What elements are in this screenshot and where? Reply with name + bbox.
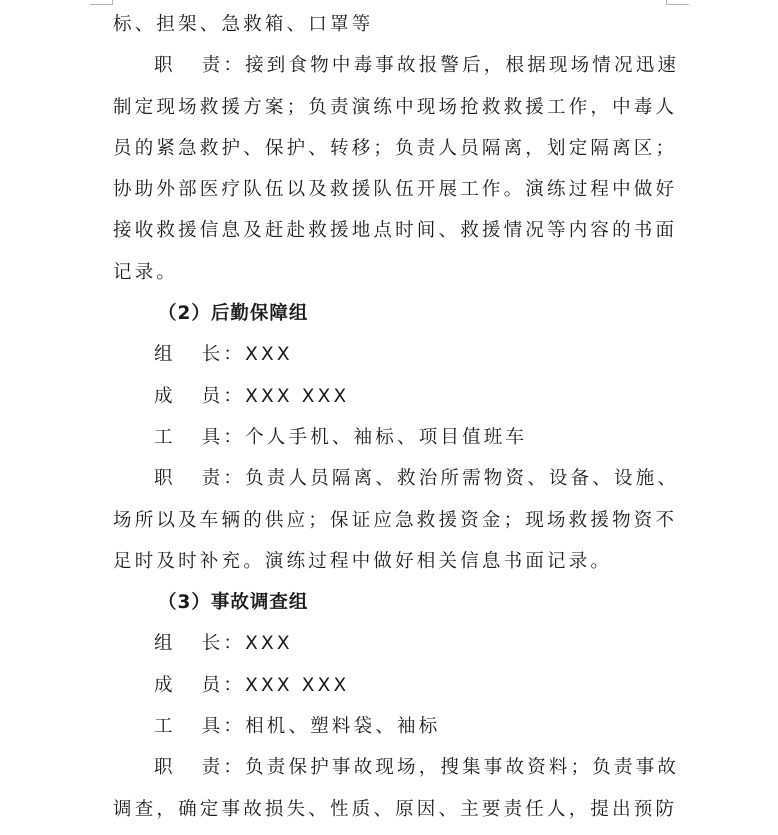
tools-line (113, 417, 667, 458)
field-label: 组 (154, 344, 176, 366)
paragraph-line: 制定现场救援方案；负责演练中现场抢救救援工作，中毒人 (113, 96, 678, 118)
paragraph-line: 协助外部医疗队伍以及救援队伍开展工作。演练过程中做好 (113, 179, 678, 201)
field-label: 职 (154, 757, 176, 779)
field-label: 员： (201, 674, 246, 696)
leader-line (113, 623, 667, 664)
field-label: 责： (201, 55, 246, 77)
section-heading-logistics: （2）后勤保障组 (158, 303, 309, 325)
duty-line (113, 458, 680, 499)
field-label: 员： (201, 385, 246, 407)
page-corner-mark-right (666, 0, 689, 5)
paragraph-line: 记录。 (113, 261, 179, 283)
field-value: 个人手机、袖标、项目值班车 (245, 426, 528, 448)
field-label: 成 (154, 385, 176, 407)
leader-line (113, 334, 667, 375)
field-label: 责： (201, 757, 246, 779)
field-label: 责： (201, 468, 246, 490)
field-label: 长： (201, 633, 246, 655)
duty-line (113, 45, 680, 86)
paragraph-line: 员的紧急救护、保护、转移；负责人员隔离，划定隔离区； (113, 137, 678, 159)
field-value: XXX (245, 344, 293, 366)
members-line (113, 665, 667, 706)
paragraph-line: 调查，确定事故损失、性质、原因、主要责任人，提出预防 (113, 798, 678, 820)
field-label: 工 (154, 426, 176, 448)
field-value: 接到食物中毒事故报警后，根据现场情况迅速 (245, 55, 680, 77)
field-value: 负责保护事故现场，搜集事故资料；负责事故 (245, 757, 680, 779)
paragraph-line: 标、担架、急救箱、口罩等 (113, 14, 374, 35)
field-value: 相机、塑料袋、袖标 (245, 716, 441, 738)
field-label: 组 (154, 633, 176, 655)
page-corner-mark-left (90, 0, 113, 5)
field-value: XXX (245, 633, 293, 655)
field-label: 成 (154, 674, 176, 696)
members-line (113, 376, 667, 417)
field-value: XXX XXX (245, 674, 350, 696)
field-label: 职 (154, 468, 176, 490)
field-label: 具： (201, 426, 246, 448)
field-value: XXX XXX (245, 385, 350, 407)
field-label: 工 (154, 716, 176, 738)
field-label: 具： (201, 716, 246, 738)
paragraph-line: 场所以及车辆的供应；保证应急救援资金；现场救援物资不 (113, 509, 678, 531)
field-value: 负责人员隔离、救治所需物资、设备、设施、 (245, 468, 680, 490)
duty-line (113, 747, 680, 788)
document-page (113, 4, 680, 830)
paragraph-line: 足时及时补充。演练过程中做好相关信息书面记录。 (113, 550, 613, 572)
paragraph-line: 接收救援信息及赶赴救援地点时间、救援情况等内容的书面 (113, 220, 678, 242)
field-label: 长： (201, 344, 246, 366)
section-heading-investigation: （3）事故调查组 (158, 592, 309, 614)
field-label: 职 (154, 55, 176, 77)
tools-line (113, 706, 667, 747)
